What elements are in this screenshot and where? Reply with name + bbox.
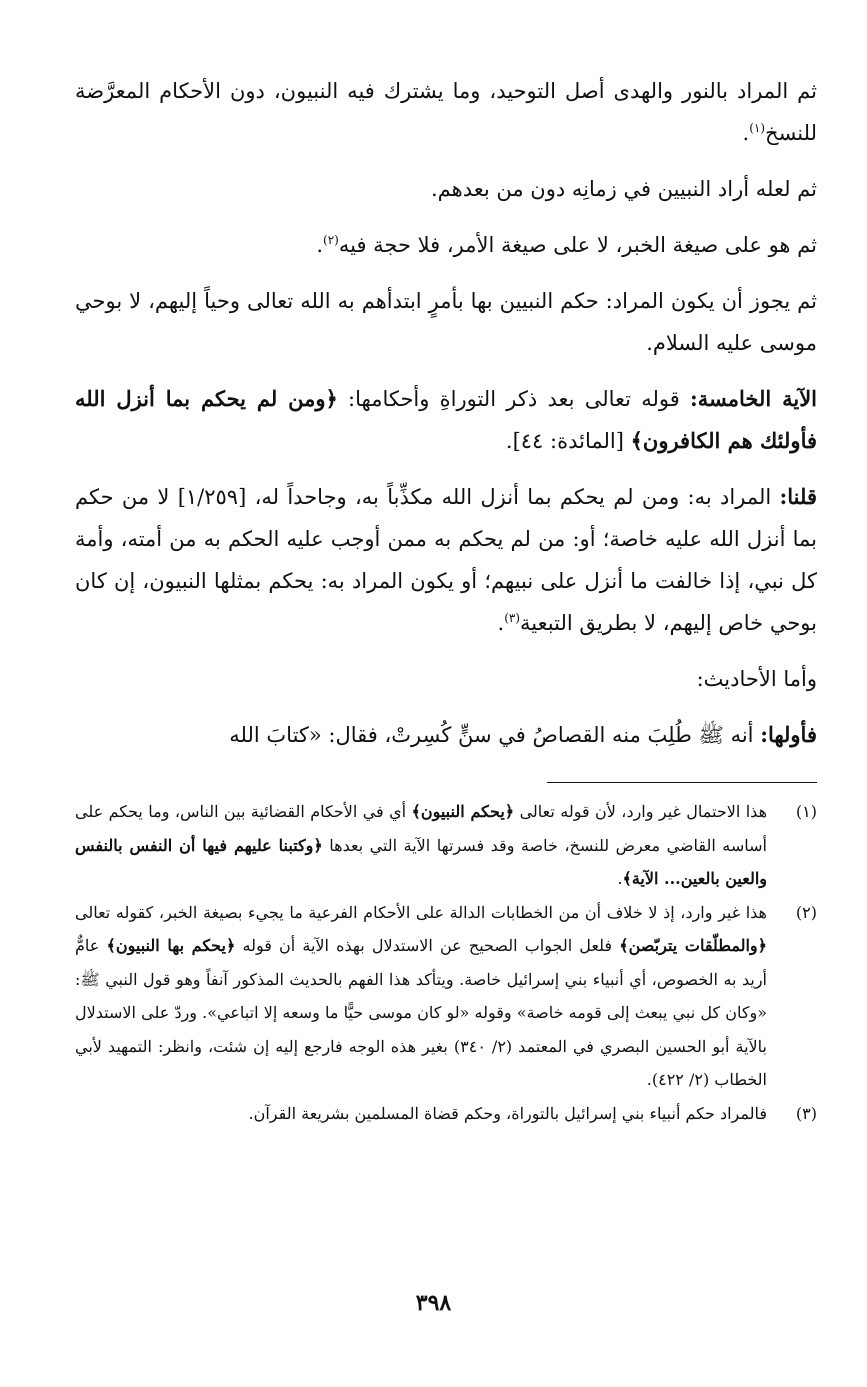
footnote-ref-1[interactable]: (١) [749,121,766,135]
paragraph-6: قلنا: المراد به: ومن لم يحكم بما أنزل الله مكذِّباً به، وجاحداً له، [١/٢٥٩] لا من حكم بما أنزل الله عليه خاصة؛ أو: من لم يحكم به ممن أوجب عليه الحكم به من أمته، وأمة كل نبي، إذا خالفت ما أنزل على نبيهم؛ أو يكون المراد به: يحكم بمثلها النبيون، إن كان بوحي خاص إليهم، لا بطريق التبعية$^{(٣)}$. [75,484,817,635]
footnote-text: هذا غير وارد، إذ لا خلاف أن من الخطابات الدالة على الأحكام الفرعية ما يجيء بصيغة الخبر، كقوله تعالى ﴿والمطلّقات يتربّصن﴾ فلعل الجواب الصحيح عن الاستدلال بهذه الآية أن قوله ﴿يحكم بها النبيون﴾ عامٌّ أريد به الخصوص، أي أنبياء بني إسرائيل خاصة. ويتأكد هذا الفهم بالحديث المذكور آنفاً وهو قول النبي ﷺ: «وكان كل نبي يبعث إلى قومه خاصة» وقوله «لو كان موسى حيًّا ما وسعه إلا اتباعي». وردّ على الاستدلال بالآية أبو الحسين البصري في المعتمد (٢/ ٣٤٠) بغير هذه الوجه فارجع إليه إن شئت، وانظر: التمهيد لأبي الخطاب (٢/ ٤٢٢). [75,902,768,1089]
verse-reference: [المائدة: ٤٤]. [505,429,631,453]
footnote-number: (٢) [795,902,817,922]
footnote-2 [75,896,817,1097]
paragraph-8: فأولها: أنه ﷺ طُلِبَ منه القصاصُ في سنٍّ كُسِرتْ، فقال: «كتابَ الله [229,722,817,747]
answer-label: قلنا: [779,484,817,509]
footnote-ref-3[interactable]: (٣) [504,611,521,625]
paragraph-1: ثم المراد بالنور والهدى أصل التوحيد، وما يشترك فيه النبيون، دون الأحكام المعرَّضة للنسخ$^{(١)}$. [75,79,817,145]
paragraph-4: ثم يجوز أن يكون المراد: حكم النبيين بها بأمرٍ ابتدأهم به الله تعالى وحياً إليهم، لا بوحي موسى عليه السلام. [75,289,817,355]
main-text [75,70,817,756]
paragraph-5: الآية الخامسة: قوله تعالى بعد ذكر التوراةِ وأحكامها: ﴿ومن لم يحكم بما أنزل الله فأولئك هم الكافرون﴾ [المائدة: ٤٤]. [75,386,818,453]
footnote-number: (٣) [795,1103,817,1123]
footnote-text: هذا الاحتمال غير وارد، لأن قوله تعالى ﴿يحكم النبيون﴾ أي في الأحكام القضائية بين الناس، وما يحكم على أساسه القاضي معرض للنسخ، خاصة وقد فسرتها الآية التي بعدها ﴿وكتبنا عليهم فيها أن النفس بالنفس والعين بالعين... الآية﴾. [75,802,768,888]
paragraph-3: ثم هو على صيغة الخبر، لا على صيغة الأمر، فلا حجة فيه$^{(٢)}$. [316,233,817,257]
footnote-3 [75,1097,817,1131]
footnote-ref-2[interactable]: (٢) [323,233,339,247]
first-hadith-label: فأولها: [760,722,817,747]
footnotes [75,795,817,1130]
verse-heading: الآية الخامسة: [690,386,818,411]
quran-quote: ﴿ومن لم يحكم بما أنزل الله فأولئك هم الكافرون﴾ [75,386,817,453]
footnote-text: فالمراد حكم أنبياء بني إسرائيل بالتوراة، وحكم قضاة المسلمين بشريعة القرآن. [248,1103,767,1123]
paragraph-7: وأما الأحاديث: [696,667,817,691]
footnote-number: (١) [795,802,817,821]
footnote-separator [547,782,817,783]
footnote-1 [75,795,817,896]
page-number: ٣٩٨ [415,1290,452,1316]
paragraph-2: ثم لعله أراد النبيين في زمانِه دون من بعدهم. [431,177,817,201]
